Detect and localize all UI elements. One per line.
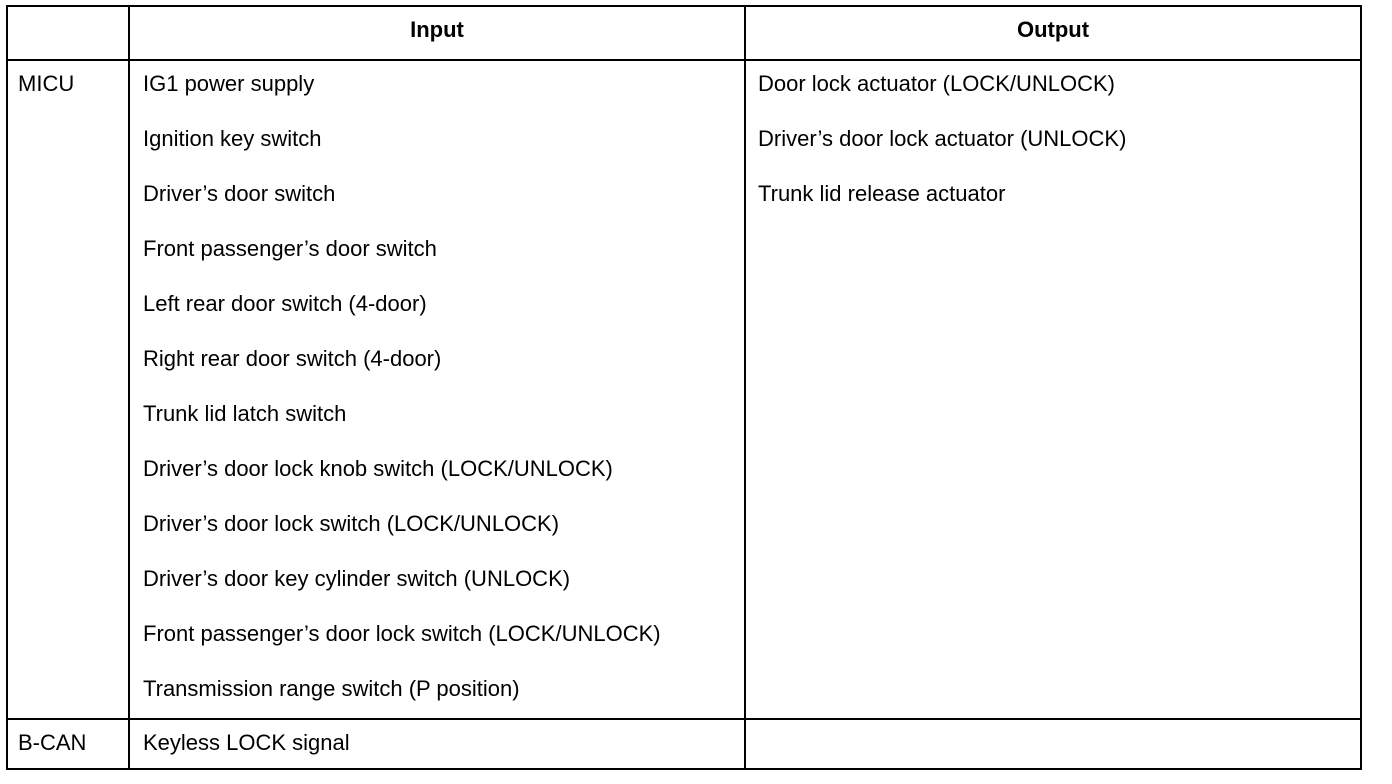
input-item: Left rear door switch (4-door) <box>143 291 427 316</box>
header-input-label: Input <box>410 17 464 42</box>
input-item: Transmission range switch (P position) <box>143 676 520 701</box>
bcan-input-cell <box>130 720 746 768</box>
output-item: Door lock actuator (LOCK/UNLOCK) <box>758 71 1115 96</box>
input-item: Front passenger’s door switch <box>143 236 437 261</box>
row-label-micu: MICU <box>18 71 75 96</box>
table-header-row <box>8 7 1360 61</box>
header-cell-output <box>746 7 1360 59</box>
bcan-output-cell <box>746 720 1360 768</box>
micu-output-list <box>758 70 1354 235</box>
input-item: Driver’s door switch <box>143 181 336 206</box>
input-item: IG1 power supply <box>143 71 315 96</box>
input-item: Right rear door switch (4-door) <box>143 346 442 371</box>
output-item: Driver’s door lock actuator (UNLOCK) <box>758 126 1127 151</box>
micu-input-cell <box>130 61 746 718</box>
input-item: Driver’s door lock knob switch (LOCK/UNLOCK) <box>143 456 613 481</box>
input-item: Driver’s door key cylinder switch (UNLOCK) <box>143 566 571 591</box>
micu-input-list <box>143 70 738 730</box>
micu-output-cell <box>746 61 1360 718</box>
input-item: Keyless LOCK signal <box>143 730 350 755</box>
header-cell-blank <box>8 7 130 59</box>
output-item: Trunk lid release actuator <box>758 181 1006 206</box>
io-table <box>6 5 1362 770</box>
input-item: Ignition key switch <box>143 126 322 151</box>
header-output-label: Output <box>1016 17 1090 42</box>
table-row-bcan <box>8 720 1360 768</box>
header-cell-input <box>130 7 746 59</box>
input-item: Front passenger’s door lock switch (LOCK/UNLOCK) <box>143 621 661 646</box>
row-label-cell <box>8 61 130 718</box>
input-item: Trunk lid latch switch <box>143 401 347 426</box>
table-row-micu <box>8 61 1360 720</box>
row-label-cell <box>8 720 130 768</box>
row-label-bcan: B-CAN <box>18 730 87 755</box>
input-item: Driver’s door lock switch (LOCK/UNLOCK) <box>143 511 560 536</box>
bcan-input-list <box>143 729 738 784</box>
